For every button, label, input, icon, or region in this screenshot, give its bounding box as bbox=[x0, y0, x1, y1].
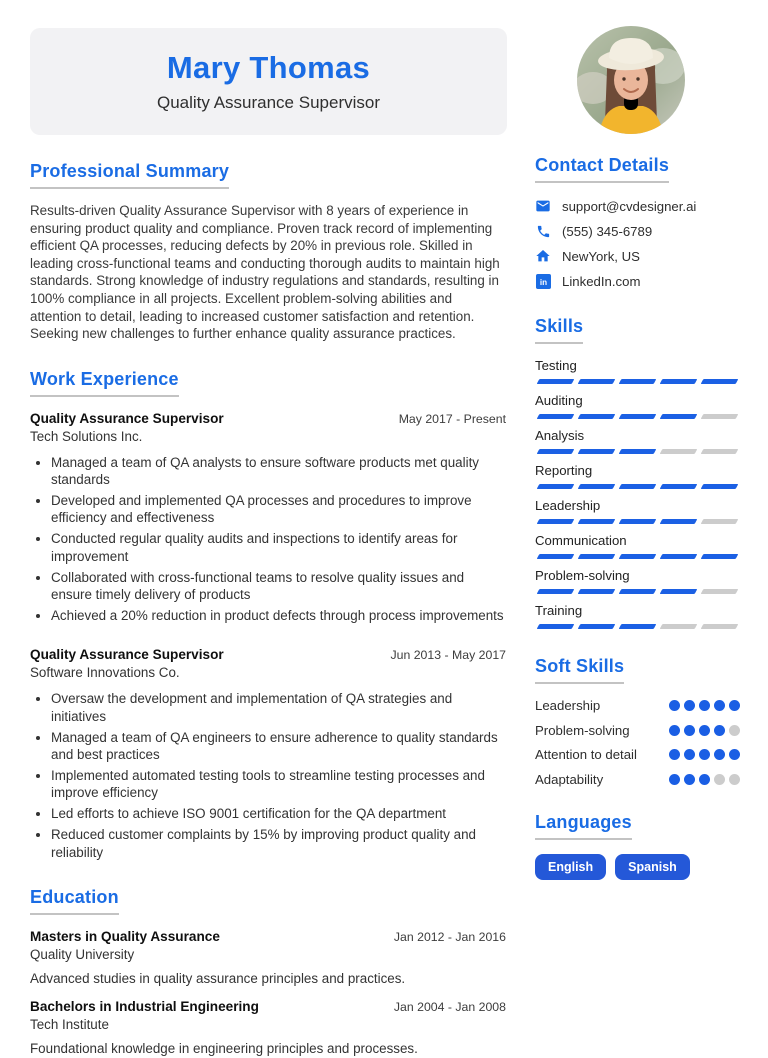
job-header bbox=[30, 411, 506, 426]
email-icon bbox=[535, 198, 551, 214]
level-dot bbox=[714, 749, 725, 760]
level-dot bbox=[714, 700, 725, 711]
level-dot bbox=[699, 749, 710, 760]
bar-segment bbox=[619, 414, 657, 419]
skill-label: Reporting bbox=[535, 463, 593, 478]
soft-skill-item bbox=[535, 723, 740, 738]
section-soft-skills bbox=[535, 656, 740, 787]
skill-label: Analysis bbox=[535, 428, 585, 443]
phone-icon bbox=[535, 223, 551, 239]
bar-segment bbox=[660, 414, 698, 419]
bar-segment bbox=[578, 379, 616, 384]
skill-label: Testing bbox=[535, 358, 577, 373]
bar-segment bbox=[537, 484, 575, 489]
svg-text:in: in bbox=[539, 277, 547, 287]
section-contact-details bbox=[535, 155, 740, 289]
skill-bar bbox=[535, 379, 740, 384]
job-bullet: • Managed a team of QA analysts to ensure software products met quality standards bbox=[51, 454, 506, 489]
bar-segment bbox=[619, 554, 657, 559]
section-languages bbox=[535, 812, 740, 880]
bar-segment bbox=[578, 589, 616, 594]
skill-bar bbox=[535, 554, 740, 559]
skill-item bbox=[535, 428, 740, 454]
bar-segment bbox=[619, 379, 657, 384]
job-entry bbox=[30, 647, 506, 861]
contact-row-linkedin[interactable] bbox=[535, 273, 740, 289]
level-dot bbox=[684, 774, 695, 785]
level-dot bbox=[729, 725, 740, 736]
education-dates: Jan 2004 - Jan 2008 bbox=[393, 1000, 506, 1015]
bar-segment bbox=[578, 624, 616, 629]
level-dot bbox=[684, 700, 695, 711]
bar-segment bbox=[660, 554, 698, 559]
job-dates: May 2017 - Present bbox=[398, 411, 506, 426]
level-dot bbox=[669, 700, 680, 711]
bar-segment bbox=[619, 624, 657, 629]
education-description: Advanced studies in quality assurance principles and practices. bbox=[30, 971, 406, 987]
soft-skill-label: Leadership bbox=[535, 698, 601, 713]
skill-label: Leadership bbox=[535, 498, 601, 513]
bar-segment bbox=[537, 589, 575, 594]
contact-row-phone[interactable] bbox=[535, 223, 740, 239]
bar-segment bbox=[701, 379, 739, 384]
section-skills bbox=[535, 316, 740, 629]
education-header bbox=[30, 999, 506, 1014]
level-dot bbox=[729, 700, 740, 711]
skill-item bbox=[535, 568, 740, 594]
level-dot bbox=[714, 725, 725, 736]
contact-email: support@cvdesigner.ai bbox=[562, 198, 697, 214]
job-title: Quality Assurance Supervisor bbox=[30, 410, 224, 426]
bar-segment bbox=[701, 414, 739, 419]
bar-segment bbox=[660, 589, 698, 594]
degree-title: Masters in Quality Assurance bbox=[30, 929, 220, 945]
language-badge: Spanish bbox=[615, 854, 690, 880]
job-entry bbox=[30, 411, 506, 625]
section-education bbox=[30, 887, 506, 1058]
job-bullet-list bbox=[30, 690, 506, 861]
level-dot bbox=[729, 749, 740, 760]
bar-segment bbox=[537, 414, 575, 419]
level-dot bbox=[699, 700, 710, 711]
education-dates: Jan 2012 - Jan 2016 bbox=[393, 930, 506, 945]
skill-label: Problem-solving bbox=[535, 568, 630, 583]
summary-heading: Professional Summary bbox=[30, 161, 229, 189]
bar-segment bbox=[619, 449, 657, 454]
soft-skill-label: Adaptability bbox=[535, 771, 604, 787]
skills-heading: Skills bbox=[535, 316, 583, 344]
job-company: Software Innovations Co. bbox=[30, 665, 180, 681]
home-icon bbox=[535, 248, 551, 264]
level-dot bbox=[699, 774, 710, 785]
bar-segment bbox=[537, 449, 575, 454]
bar-segment bbox=[578, 554, 616, 559]
section-professional-summary bbox=[30, 161, 506, 343]
skill-bar bbox=[535, 484, 740, 489]
bar-segment bbox=[701, 589, 739, 594]
soft-skill-item bbox=[535, 747, 740, 762]
level-dot bbox=[669, 749, 680, 760]
languages-heading: Languages bbox=[535, 812, 632, 840]
section-work-experience bbox=[30, 369, 506, 861]
job-bullet: • Conducted regular quality audits and inspections to identify areas for improvement bbox=[51, 530, 506, 565]
soft-skill-item bbox=[535, 698, 740, 713]
job-bullet: • Implemented automated testing tools to streamline testing processes and improve efficiency bbox=[51, 767, 506, 802]
skill-bar bbox=[535, 624, 740, 629]
work-heading: Work Experience bbox=[30, 369, 179, 397]
bar-segment bbox=[701, 484, 739, 489]
education-entry bbox=[30, 999, 506, 1057]
degree-title: Bachelors in Industrial Engineering bbox=[30, 999, 259, 1015]
level-dot bbox=[729, 774, 740, 785]
bar-segment bbox=[537, 379, 575, 384]
language-badge: English bbox=[535, 854, 606, 880]
education-entry bbox=[30, 929, 506, 987]
school-name: Tech Institute bbox=[30, 1017, 109, 1033]
job-bullet: • Managed a team of QA engineers to ensure adherence to quality standards and best practices bbox=[51, 729, 506, 764]
contact-row-location[interactable] bbox=[535, 248, 740, 264]
job-bullet: • Developed and implemented QA processes and procedures to improve efficiency and effectiveness bbox=[51, 492, 506, 527]
bar-segment bbox=[578, 484, 616, 489]
job-bullet: • Led efforts to achieve ISO 9001 certification for the QA department bbox=[51, 805, 506, 822]
skill-bar bbox=[535, 519, 740, 524]
bar-segment bbox=[537, 519, 575, 524]
bar-segment bbox=[660, 379, 698, 384]
bar-segment bbox=[660, 519, 698, 524]
job-bullet: • Achieved a 20% reduction in product defects through process improvements bbox=[51, 607, 506, 624]
skill-item bbox=[535, 393, 740, 419]
level-dot bbox=[714, 774, 725, 785]
skill-item bbox=[535, 603, 740, 629]
person-job-title: Quality Assurance Supervisor bbox=[157, 93, 380, 112]
sidebar-column bbox=[535, 155, 740, 880]
contact-location: NewYork, US bbox=[562, 248, 640, 264]
linkedin-icon bbox=[535, 273, 551, 289]
bar-segment bbox=[578, 449, 616, 454]
bar-segment bbox=[619, 519, 657, 524]
job-bullet: • Collaborated with cross-functional teams to resolve quality issues and ensure timely delivery of products bbox=[51, 569, 506, 604]
bar-segment bbox=[660, 484, 698, 489]
profile-photo bbox=[577, 26, 685, 134]
job-bullet: • Reduced customer complaints by 15% by improving product quality and reliability bbox=[51, 826, 506, 861]
bar-segment bbox=[701, 554, 739, 559]
soft-skill-dots bbox=[669, 774, 740, 785]
bar-segment bbox=[537, 554, 575, 559]
skills-list bbox=[535, 358, 740, 629]
bar-segment bbox=[619, 484, 657, 489]
bar-segment bbox=[537, 624, 575, 629]
summary-text: Results-driven Quality Assurance Supervisor with 8 years of experience in ensuring product quality and compliance. Proven track record of implementing efficient QA processes, reducing defects by 20% in previous role. Skilled in leading cross-functional teams and conducting thorough audits to maintain high standards. Strong knowledge of industry regulations and standards, resulting in 100% compliance in all projects. Excellent problem-solving abilities and attention to detail, leading to increased customer satisfaction and retention. Seeking new challenges to further enhance quality assurance practices. bbox=[30, 203, 500, 342]
bar-segment bbox=[660, 624, 698, 629]
contact-row-email[interactable] bbox=[535, 198, 740, 214]
bar-segment bbox=[619, 589, 657, 594]
language-pills bbox=[535, 854, 740, 880]
soft-skills-heading: Soft Skills bbox=[535, 656, 624, 684]
bar-segment bbox=[701, 519, 739, 524]
job-bullet: • Oversaw the development and implementation of QA strategies and initiatives bbox=[51, 690, 506, 725]
school-name: Quality University bbox=[30, 947, 135, 963]
main-column bbox=[30, 161, 506, 1058]
education-header bbox=[30, 929, 506, 944]
bar-segment bbox=[578, 519, 616, 524]
bar-segment bbox=[578, 414, 616, 419]
job-header bbox=[30, 647, 506, 662]
contact-list bbox=[535, 198, 740, 289]
skill-item bbox=[535, 358, 740, 384]
bar-segment bbox=[660, 449, 698, 454]
soft-skill-dots bbox=[669, 749, 740, 760]
soft-skill-item bbox=[535, 772, 740, 787]
header-card bbox=[30, 28, 507, 135]
profile-photo-illustration bbox=[577, 26, 685, 134]
education-heading: Education bbox=[30, 887, 119, 915]
contact-heading: Contact Details bbox=[535, 155, 669, 183]
skill-bar bbox=[535, 414, 740, 419]
soft-skill-label: Problem-solving bbox=[535, 722, 630, 738]
job-company: Tech Solutions Inc. bbox=[30, 428, 143, 444]
soft-skill-dots bbox=[669, 700, 740, 711]
skill-label: Communication bbox=[535, 533, 627, 548]
bar-segment bbox=[701, 624, 739, 629]
soft-skill-label: Attention to detail bbox=[535, 747, 637, 762]
level-dot bbox=[669, 725, 680, 736]
skill-item bbox=[535, 498, 740, 524]
skill-item bbox=[535, 463, 740, 489]
job-title: Quality Assurance Supervisor bbox=[30, 647, 224, 663]
education-description: Foundational knowledge in engineering principles and processes. bbox=[30, 1041, 418, 1057]
skill-bar bbox=[535, 449, 740, 454]
level-dot bbox=[699, 725, 710, 736]
job-dates: Jun 2013 - May 2017 bbox=[390, 648, 506, 663]
job-bullet-list bbox=[30, 454, 506, 625]
contact-linkedin: LinkedIn.com bbox=[562, 273, 641, 289]
skill-label: Training bbox=[535, 603, 583, 618]
skill-item bbox=[535, 533, 740, 559]
person-name: Mary Thomas bbox=[166, 50, 371, 85]
skill-bar bbox=[535, 589, 740, 594]
level-dot bbox=[684, 725, 695, 736]
level-dot bbox=[684, 749, 695, 760]
bar-segment bbox=[701, 449, 739, 454]
contact-phone: (555) 345-6789 bbox=[562, 223, 653, 239]
soft-skill-dots bbox=[669, 725, 740, 736]
level-dot bbox=[669, 774, 680, 785]
soft-skills-list bbox=[535, 698, 740, 787]
skill-label: Auditing bbox=[535, 393, 583, 408]
